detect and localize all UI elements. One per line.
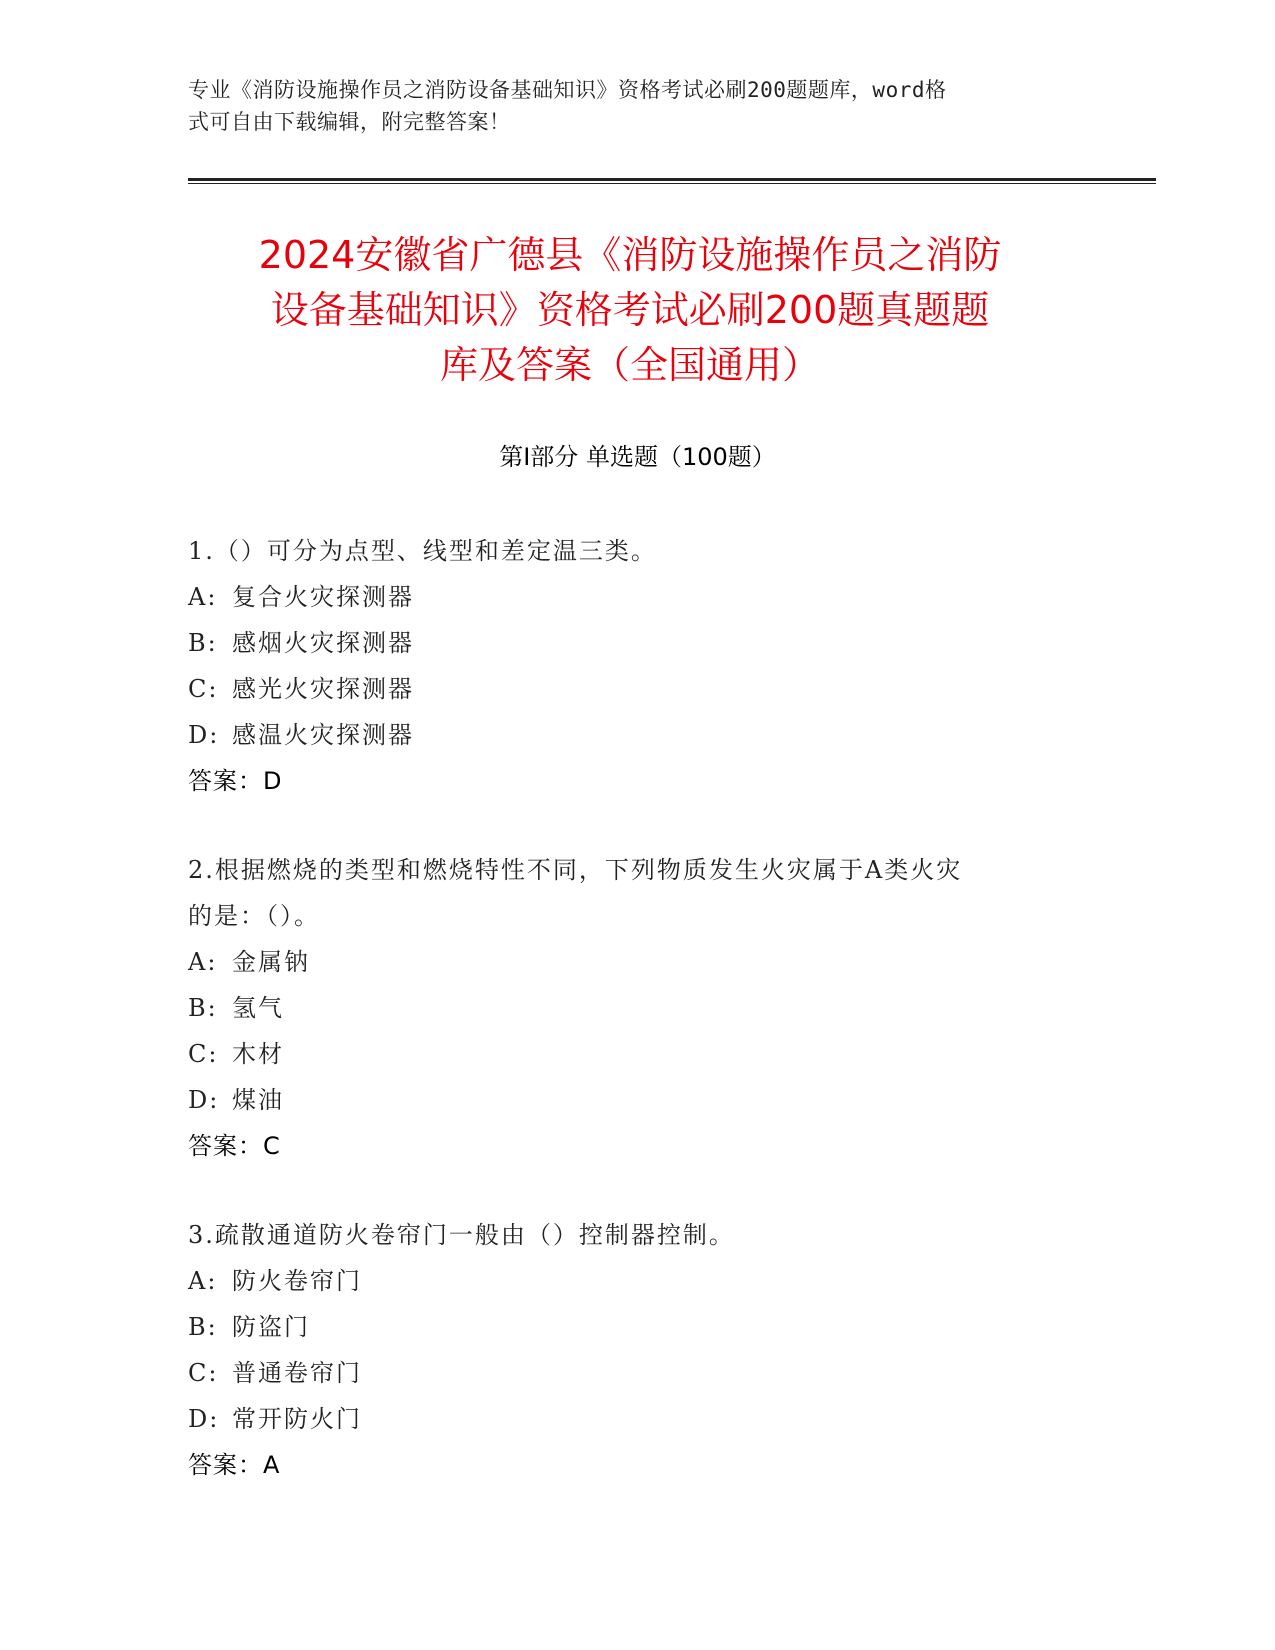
option-text: 复合火灾探测器 <box>232 583 414 611</box>
option-text: 氢气 <box>232 994 284 1022</box>
option-letter: B: <box>188 994 218 1022</box>
option-letter: B: <box>188 1313 218 1341</box>
option-letter: C: <box>188 675 219 703</box>
document-title-line-1: 2024安徽省广德县《消防设施操作员之消防 <box>258 233 1002 277</box>
option-b <box>188 1304 1068 1350</box>
document-title-line-2: 设备基础知识》资格考试必刷200题真题题 <box>270 288 990 332</box>
option-c <box>188 666 1068 712</box>
option-text: 感温火灾探测器 <box>232 721 414 749</box>
option-text: 木材 <box>232 1040 284 1068</box>
question-stem: 2.根据燃烧的类型和燃烧特性不同，下列物质发生火灾属于A类火灾 <box>188 856 963 884</box>
option-text: 常开防火门 <box>232 1405 362 1433</box>
option-d <box>188 1077 1068 1123</box>
option-text: 防火卷帘门 <box>232 1267 362 1295</box>
option-a <box>188 1258 1068 1304</box>
document-title <box>180 228 1080 393</box>
question-stem: 1.（）可分为点型、线型和差定温三类。 <box>188 537 657 565</box>
option-text: 防盗门 <box>232 1313 310 1341</box>
option-text: 感光火灾探测器 <box>232 675 414 703</box>
option-a <box>188 574 1068 620</box>
option-d <box>188 1396 1068 1442</box>
header-note-line-1: 专业《消防设施操作员之消防设备基础知识》资格考试必刷200题题库，word格 <box>188 78 947 102</box>
option-c <box>188 1031 1068 1077</box>
option-letter: D: <box>188 1405 220 1433</box>
option-c <box>188 1350 1068 1396</box>
answer-label: 答案：D <box>188 767 283 795</box>
question-stem-continued: 的是：（）。 <box>188 902 320 930</box>
header-divider-thick <box>188 178 1156 181</box>
option-letter: A: <box>188 948 218 976</box>
option-letter: C: <box>188 1359 219 1387</box>
option-letter: A: <box>188 1267 218 1295</box>
question-2 <box>188 847 1068 1169</box>
answer-label: 答案：A <box>188 1451 281 1479</box>
option-text: 煤油 <box>232 1086 284 1114</box>
question-stem: 3.疏散通道防火卷帘门一般由（）控制器控制。 <box>188 1221 735 1249</box>
header-note <box>188 74 1068 138</box>
question-list <box>188 528 1068 1531</box>
header-note-line-2: 式可自由下载编辑，附完整答案！ <box>188 110 511 134</box>
document-title-line-3: 库及答案（全国通用） <box>439 343 820 387</box>
section-heading: 第Ⅰ部分 单选题（100题） <box>499 443 776 471</box>
option-b <box>188 620 1068 666</box>
option-letter: C: <box>188 1040 219 1068</box>
header-divider-thin <box>188 183 1156 184</box>
option-d <box>188 712 1068 758</box>
answer-label: 答案：C <box>188 1132 281 1160</box>
question-1 <box>188 528 1068 804</box>
option-text: 金属钠 <box>232 948 310 976</box>
option-text: 感烟火灾探测器 <box>232 629 414 657</box>
question-3 <box>188 1212 1068 1488</box>
option-a <box>188 939 1068 985</box>
option-letter: B: <box>188 629 218 657</box>
option-text: 普通卷帘门 <box>232 1359 362 1387</box>
option-b <box>188 985 1068 1031</box>
option-letter: D: <box>188 721 220 749</box>
option-letter: D: <box>188 1086 220 1114</box>
option-letter: A: <box>188 583 218 611</box>
